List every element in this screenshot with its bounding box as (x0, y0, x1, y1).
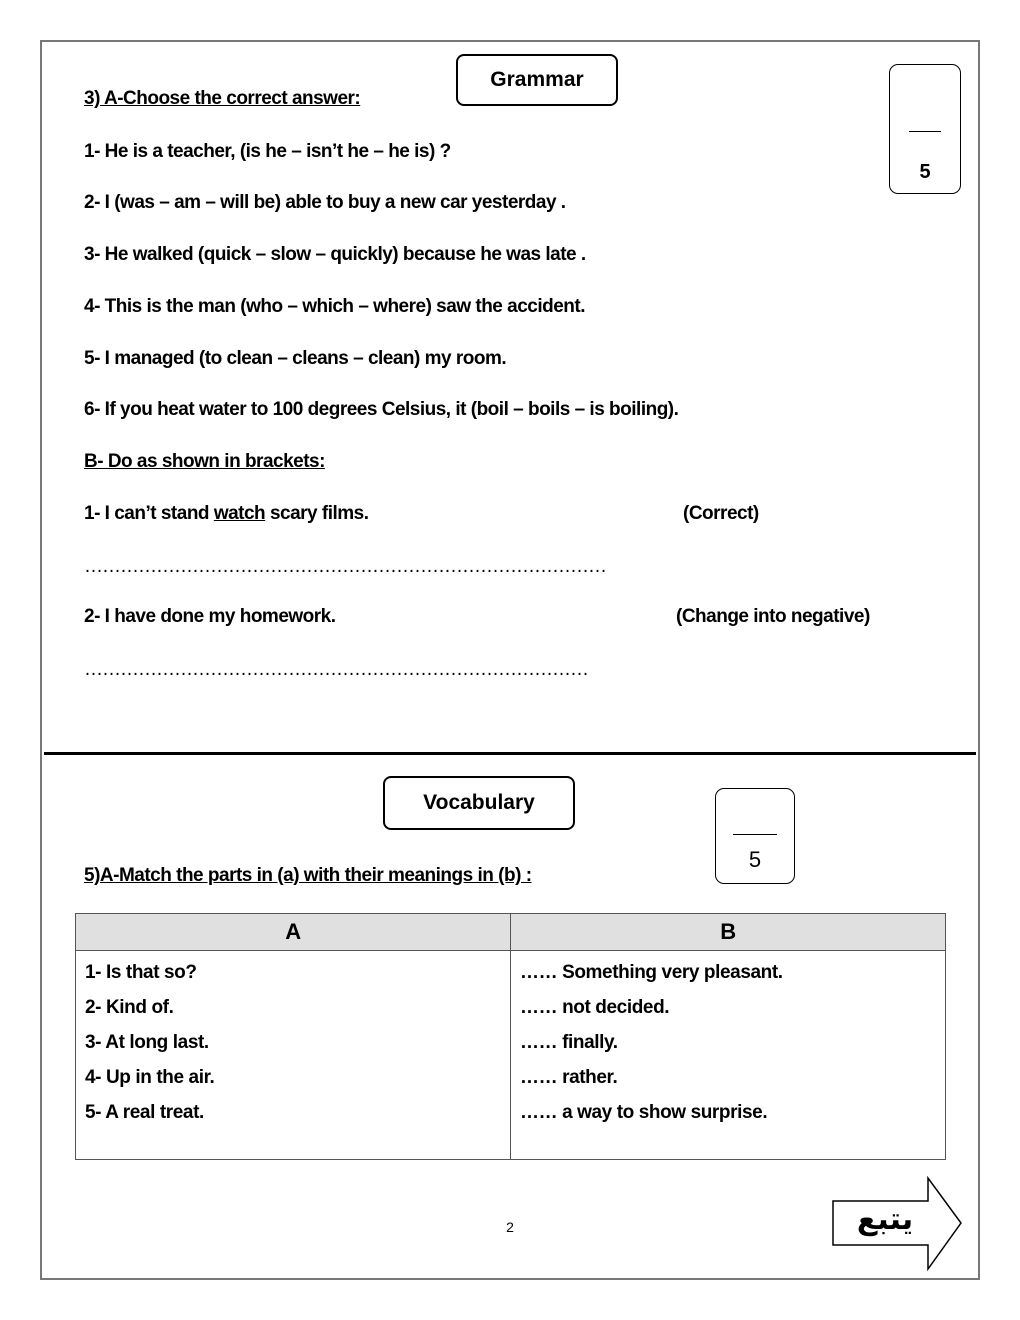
grammar-badge: Grammar (456, 54, 618, 106)
b-item-text: scary films. (265, 503, 369, 524)
score-line (909, 131, 941, 132)
grammar-score-box (889, 64, 961, 194)
b-item[interactable]: …… rather. (520, 1067, 618, 1088)
section-a-title: 3) A-Choose the correct answer: (84, 88, 361, 109)
score-line (733, 834, 777, 835)
b-item[interactable]: …… a way to show surprise. (520, 1102, 768, 1123)
section-divider (44, 752, 976, 755)
a-item: 1- Is that so? (85, 962, 197, 983)
b-item[interactable]: …… Something very pleasant. (520, 962, 783, 983)
b-instruction: (Change into negative) (676, 606, 870, 627)
b-instruction: (Correct) (683, 503, 759, 524)
column-header-a: A (76, 914, 511, 951)
column-a (76, 951, 511, 1160)
score-total: 5 (919, 161, 931, 183)
b-item-text: 1- I can’t stand (84, 503, 214, 524)
b-item[interactable]: …… not decided. (520, 997, 670, 1018)
question-item: 2- I (was – am – will be) able to buy a new car yesterday . (84, 192, 566, 213)
page-number: 2 (506, 1219, 514, 1235)
question-item: 4- This is the man (who – which – where) saw the accident. (84, 296, 586, 317)
a-item: 4- Up in the air. (85, 1067, 215, 1088)
continue-label: يتبع (856, 1202, 914, 1237)
match-table (75, 913, 946, 1160)
question-item: 1- He is a teacher, (is he – isn’t he – he is) ? (84, 141, 451, 162)
question-item: 3- He walked (quick – slow – quickly) because he was late . (84, 244, 586, 265)
b-item[interactable]: …… finally. (520, 1032, 618, 1053)
column-b (511, 951, 946, 1160)
b-item: 2- I have done my homework. (84, 606, 336, 627)
a-item: 2- Kind of. (85, 997, 174, 1018)
a-item: 5- A real treat. (85, 1102, 204, 1123)
table-row (76, 951, 946, 1160)
vocabulary-score-box (715, 788, 795, 884)
a-item: 3- At long last. (85, 1032, 209, 1053)
question-item: 5- I managed (to clean – cleans – clean) my room. (84, 348, 507, 369)
answer-line[interactable]: ………………………………………………………………………… (84, 659, 588, 680)
b-item (84, 503, 369, 525)
column-header-b: B (511, 914, 946, 951)
vocabulary-badge: Vocabulary (383, 776, 575, 830)
table-header (76, 914, 946, 951)
underlined-word: watch (213, 503, 266, 524)
section-b-title: B- Do as shown in brackets: (84, 451, 325, 472)
answer-line[interactable]: …………………………………………………………………………… (84, 556, 606, 577)
score-total: 5 (748, 847, 762, 872)
question-item: 6- If you heat water to 100 degrees Celsius, it (boil – boils – is boiling). (84, 399, 679, 420)
vocabulary-title: 5)A-Match the parts in (a) with their meanings in (b) : (84, 865, 532, 886)
